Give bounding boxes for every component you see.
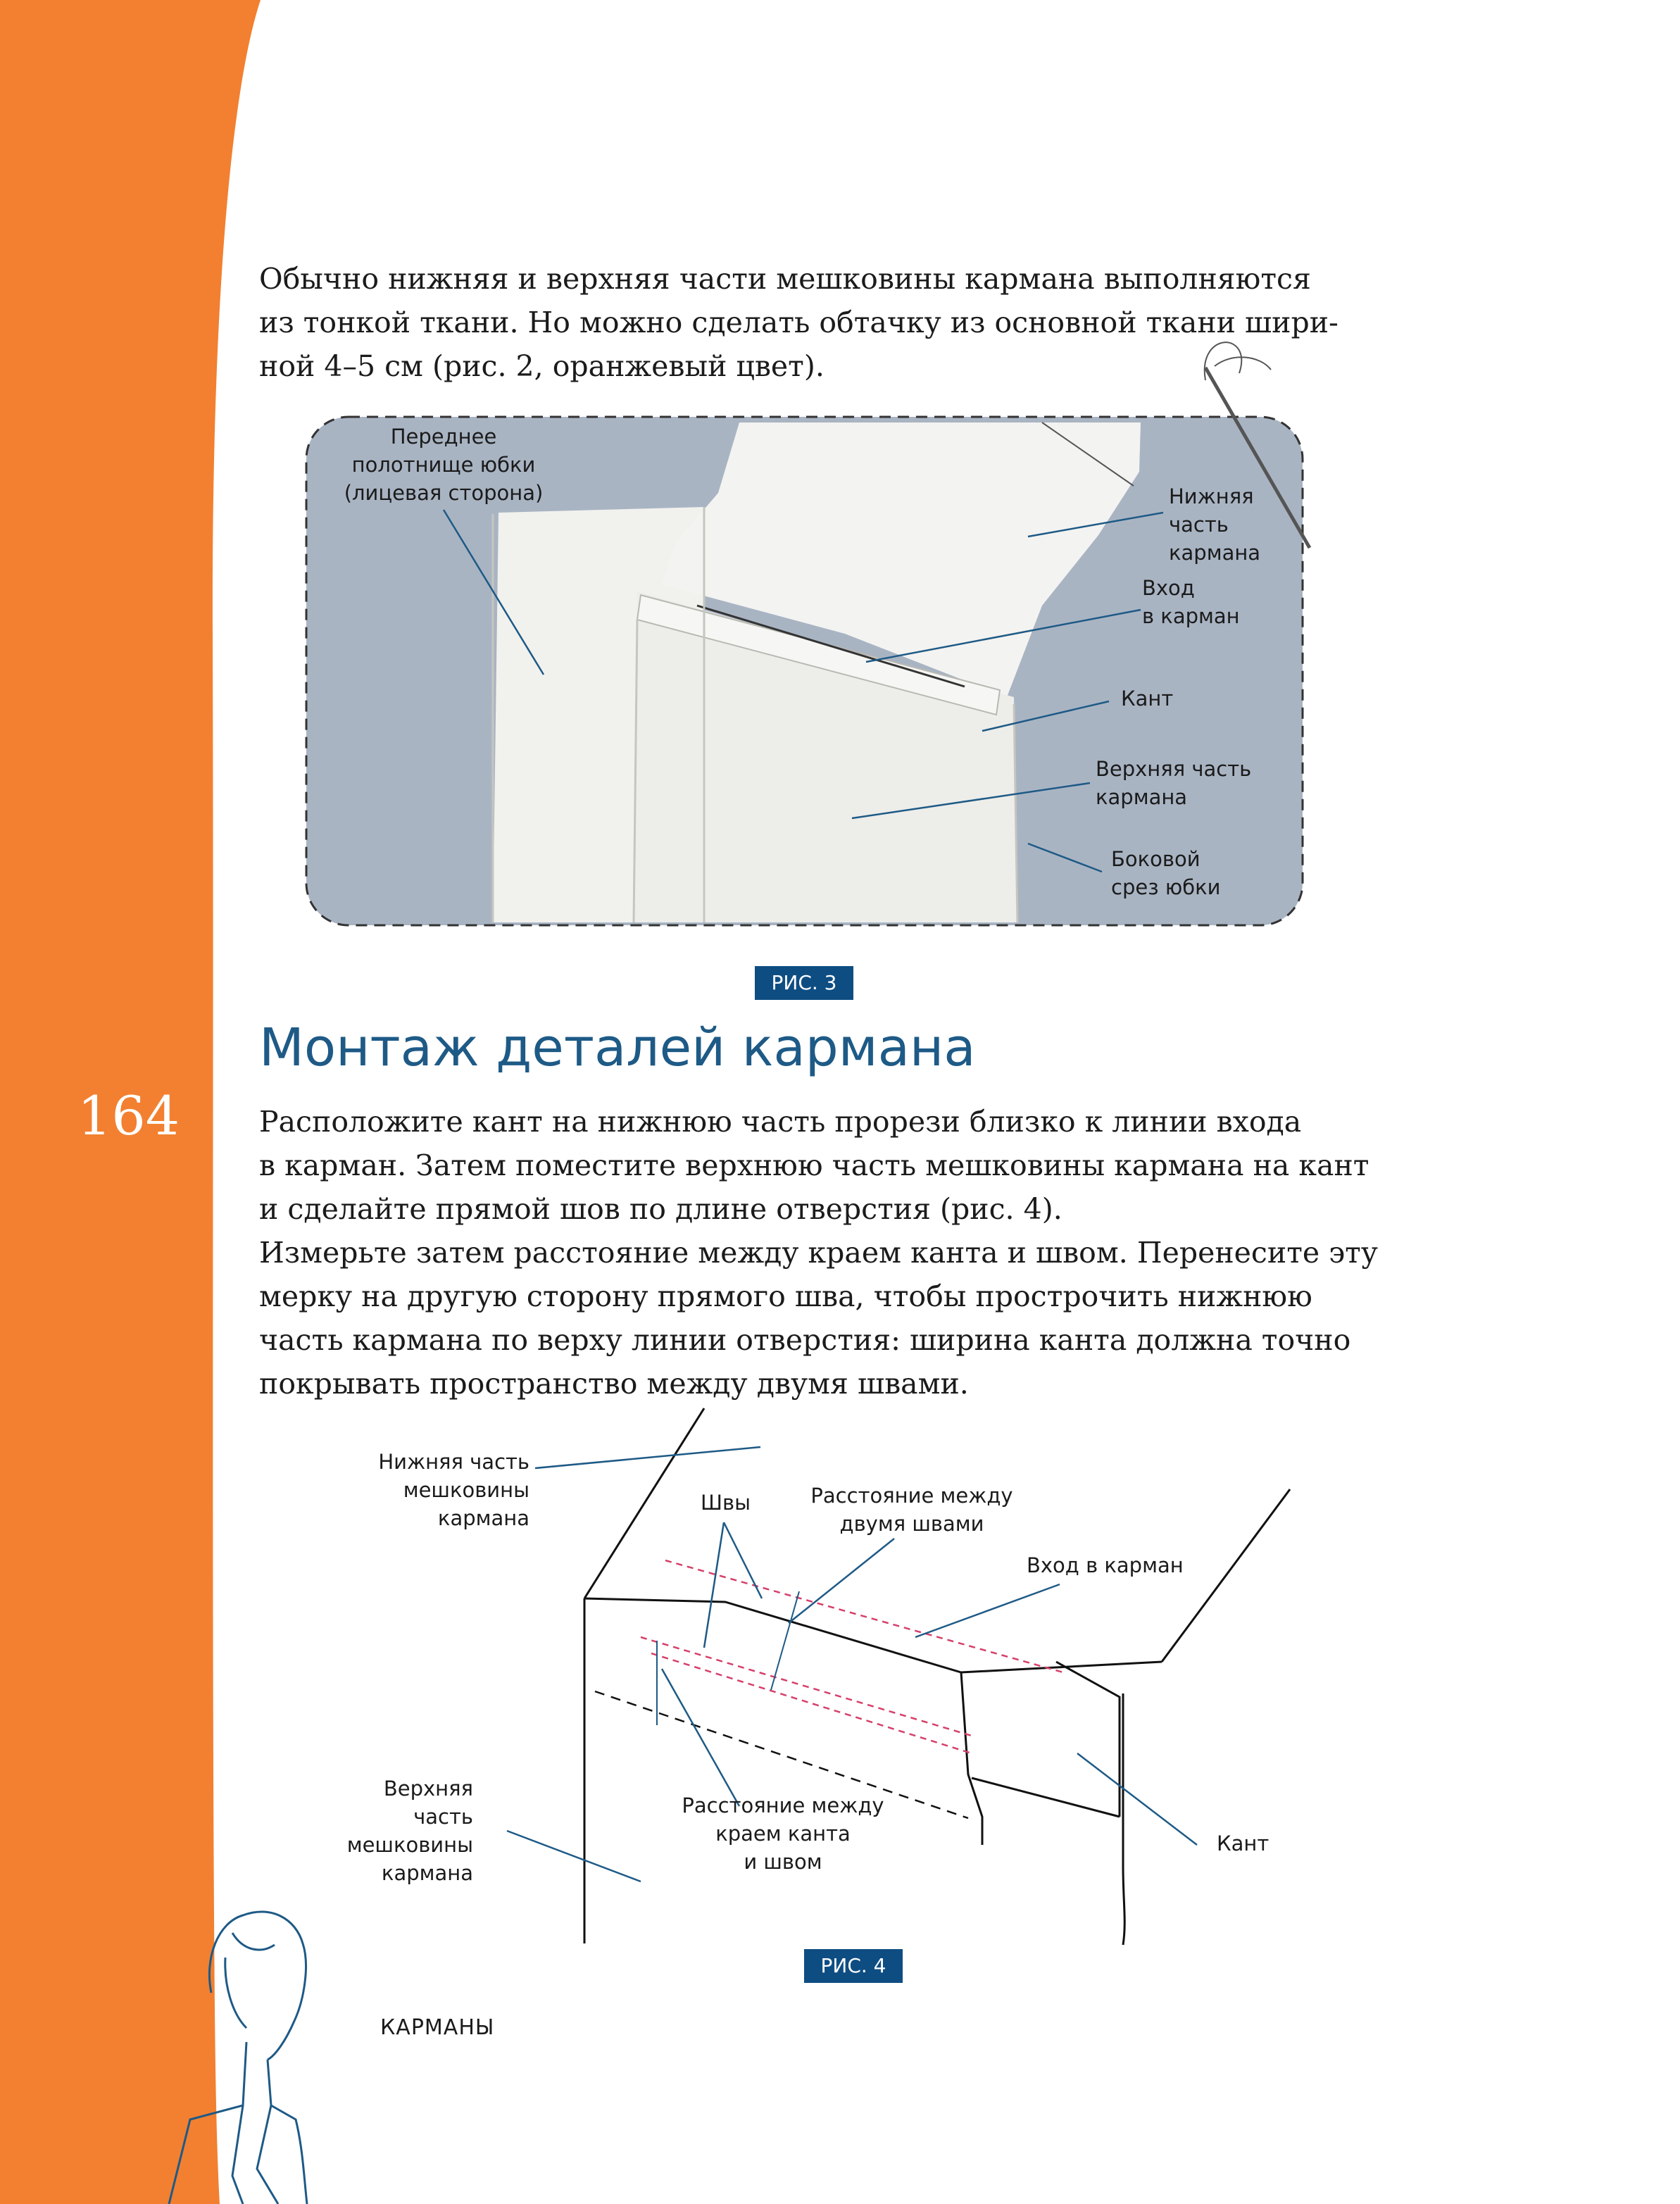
paragraph-line: мерку на другую сторону прямого шва, чтобы прострочить нижнюю — [259, 1279, 1312, 1313]
label-upper-bag — [310, 1774, 473, 1887]
intro-line: ной 4–5 см (рис. 2, оранжевый цвет). — [259, 349, 825, 383]
label-edge-to-seam — [663, 1791, 903, 1876]
intro-line: Обычно нижняя и верхняя части мешковины кармана выполняются — [259, 262, 1311, 296]
label-line: Верхняя часть — [1096, 757, 1252, 781]
label-line: в карман — [1142, 604, 1240, 628]
paragraph-line: Измерьте затем расстояние между краем канта и швом. Перенесите эту — [259, 1236, 1378, 1270]
paragraph-line: покрывать пространство между двумя швами. — [259, 1367, 969, 1401]
paragraph-line: часть кармана по верху линии отверстия: ширина канта должна точно — [259, 1323, 1351, 1357]
label-upper-pocket — [1096, 755, 1251, 811]
label-lower-pocket — [1169, 482, 1260, 567]
label-line: кармана — [1169, 541, 1261, 565]
label-line: Расстояние между — [810, 1484, 1013, 1508]
figure4-caption: РИС. 4 — [804, 1949, 903, 1983]
label-side-edge — [1111, 845, 1221, 901]
section-footer: КАРМАНЫ — [380, 2015, 495, 2040]
label-line: Вход — [1142, 576, 1195, 600]
label-line: кармана — [381, 1861, 473, 1885]
label-line: кармана — [1096, 785, 1188, 809]
paragraph-line: в карман. Затем поместите верхнюю часть мешковины кармана на кант — [259, 1148, 1369, 1182]
label-line: кармана — [437, 1506, 529, 1530]
label-line: Верхняя — [383, 1777, 473, 1801]
label-welt-2: Кант — [1217, 1832, 1270, 1855]
intro-line: из тонкой ткани. Но можно сделать обтачку из основной ткани шири- — [259, 306, 1339, 339]
paragraph-line: и сделайте прямой шов по длине отверстия (рис. 4). — [259, 1192, 1062, 1226]
intro-paragraph — [259, 257, 1377, 388]
label-line: Нижняя часть — [378, 1450, 529, 1474]
label-line: срез юбки — [1111, 875, 1221, 899]
paragraph-line: Расположите кант на нижнюю часть прорези близко к линии входа — [259, 1105, 1302, 1139]
label-line: мешковины — [346, 1833, 473, 1857]
label-line: и швом — [744, 1850, 822, 1874]
label-between-seams — [792, 1482, 1032, 1538]
label-welt: Кант — [1121, 687, 1174, 710]
label-front-panel — [338, 422, 549, 507]
label-seams: Швы — [701, 1491, 751, 1515]
label-line: часть — [1169, 513, 1229, 537]
label-line: краем канта — [715, 1822, 851, 1846]
label-pocket-entrance — [1142, 574, 1240, 630]
label-line: Нижняя — [1169, 484, 1254, 508]
figure3-caption: РИС. 3 — [755, 966, 853, 1000]
label-line: Расстояние между — [682, 1793, 884, 1817]
label-pocket-entrance-2: Вход в карман — [1027, 1553, 1184, 1577]
label-line: Боковой — [1111, 847, 1201, 871]
label-line: мешковины — [403, 1478, 529, 1502]
label-line: двумя швами — [839, 1512, 984, 1536]
label-line: (лицевая сторона) — [344, 481, 544, 505]
label-lower-bag — [331, 1448, 529, 1532]
label-line: полотнище юбки — [351, 453, 536, 477]
instructions-paragraph — [259, 1100, 1377, 1405]
section-title: Монтаж деталей кармана — [259, 1018, 976, 1078]
label-line: Переднее — [390, 425, 497, 449]
page-number: 164 — [77, 1084, 180, 1147]
label-line: часть — [413, 1805, 473, 1829]
